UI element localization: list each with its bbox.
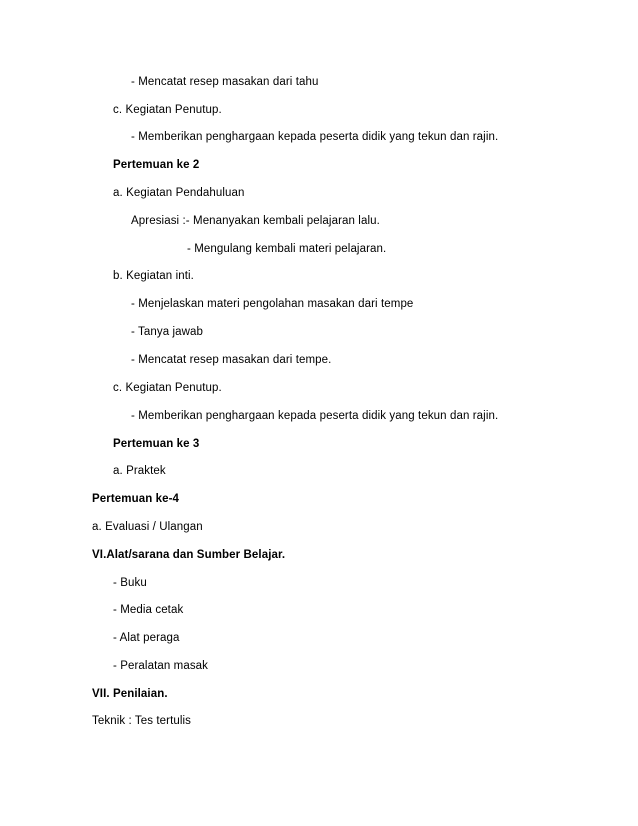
text-line-penghargaan-2: - Memberikan penghargaan kepada peserta didik yang tekun dan rajin. xyxy=(131,410,499,422)
text-line-mencatat-tempe: - Mencatat resep masakan dari tempe. xyxy=(131,354,332,366)
text-line-penghargaan-1: - Memberikan penghargaan kepada peserta didik yang tekun dan rajin. xyxy=(131,131,499,143)
heading-alat-sarana: VI.Alat/sarana dan Sumber Belajar. xyxy=(92,549,286,561)
text-line-alat-peraga: - Alat peraga xyxy=(113,632,180,644)
text-line-mencatat-tahu: - Mencatat resep masakan dari tahu xyxy=(131,76,319,88)
text-line-media-cetak: - Media cetak xyxy=(113,604,184,616)
text-line-praktek: a. Praktek xyxy=(113,465,166,477)
heading-pertemuan-4: Pertemuan ke-4 xyxy=(92,493,180,505)
text-line-peralatan-masak: - Peralatan masak xyxy=(113,660,209,672)
text-line-menjelaskan: - Menjelaskan materi pengolahan masakan dari tempe xyxy=(131,298,414,310)
text-line-mengulang: - Mengulang kembali materi pelajaran. xyxy=(187,243,387,255)
heading-penilaian: VII. Penilaian. xyxy=(92,688,168,700)
text-line-kegiatan-penutup-2: c. Kegiatan Penutup. xyxy=(113,382,222,394)
text-line-kegiatan-inti: b. Kegiatan inti. xyxy=(113,270,194,282)
text-line-tanya-jawab: - Tanya jawab xyxy=(131,326,204,338)
text-line-buku: - Buku xyxy=(113,577,147,589)
text-line-kegiatan-penutup-1: c. Kegiatan Penutup. xyxy=(113,104,222,116)
text-line-kegiatan-pendahuluan: a. Kegiatan Pendahuluan xyxy=(113,187,245,199)
text-line-apresiasi: Apresiasi :- Menanyakan kembali pelajaran lalu. xyxy=(131,215,380,227)
text-line-teknik: Teknik : Tes tertulis xyxy=(92,715,192,727)
heading-pertemuan-2: Pertemuan ke 2 xyxy=(113,159,200,171)
heading-pertemuan-3: Pertemuan ke 3 xyxy=(113,438,200,450)
text-line-evaluasi: a. Evaluasi / Ulangan xyxy=(92,521,203,533)
